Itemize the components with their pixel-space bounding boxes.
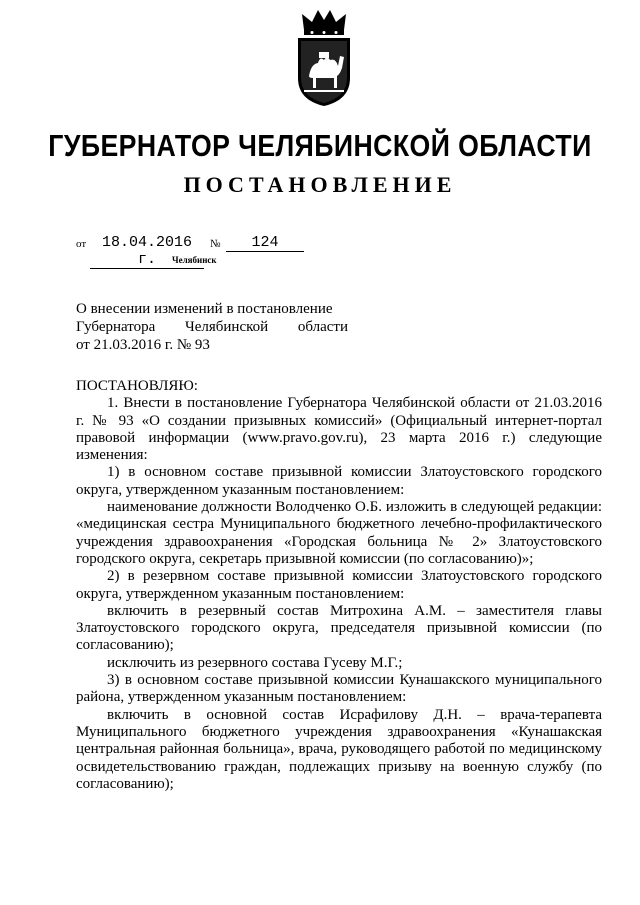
document-date: 18.04.2016 г. xyxy=(90,234,204,269)
city-label: Челябинск xyxy=(172,255,217,265)
paragraph: 2) в резервном составе призывной комиссии Златоустовского городского округа, утвержденном указанным постановлением: xyxy=(76,568,602,602)
subject-line: О внесении изменений в постановление xyxy=(76,301,333,317)
page-title: ГУБЕРНАТОР ЧЕЛЯБИНСКОЙ ОБЛАСТИ xyxy=(48,128,592,163)
paragraph: включить в резервный состав Митрохина А.М. – заместителя главы Златоустовского городского округа, председателя призывной комиссии (по согласованию); xyxy=(76,602,602,654)
document-subject xyxy=(76,300,348,354)
decree-word: ПОСТАНОВЛЯЮ: xyxy=(76,378,198,394)
date-label: от xyxy=(76,238,87,250)
paragraph: 1) в основном составе призывной комиссии Златоустовского городского округа, утвержденном указанным постановлением: xyxy=(76,464,602,498)
document-number: 124 xyxy=(226,234,304,252)
paragraph: наименование должности Володченко О.Б. изложить в следующей редакции: «медицинская сестра Муниципального бюджетного лечебно-профилактического учреждения здравоохранения «Городская больница № 2» Златоустовского городского округа, секретарь призывной комиссии (по согласованию)»; xyxy=(76,499,602,567)
document-body xyxy=(76,378,602,793)
paragraph: 1. Внести в постановление Губернатора Челябинской области от 21.03.2016 г. № 93 «О создании призывных комиссий» (Официальный интернет-портал правовой информации (www.pravo.gov.ru), 23 марта 2016 г.) следующие изменения: xyxy=(76,395,602,464)
document-type: ПОСТАНОВЛЕНИЕ xyxy=(183,172,457,197)
paragraph: 3) в основном составе призывной комиссии Кунашакского муниципального района, утвержденном указанным постановлением: xyxy=(76,672,602,706)
subject-line: от 21.03.2016 г. № 93 xyxy=(76,337,210,353)
coat-of-arms-icon xyxy=(292,8,356,108)
subject-line: Губернатора Челябинской области xyxy=(76,319,348,335)
paragraph: исключить из резервного состава Гусеву М.Г.; xyxy=(107,654,403,671)
paragraph: включить в основной состав Исрафилову Д.Н. – врача-терапевта Муниципального бюджетного учреждения здравоохранения «Кунашакская центральная районная больница», врача, руководящего работой по медицинскому освидетельствованию граждан, подлежащих призыву на военную службу (по согласованию); xyxy=(76,706,602,792)
number-label: № xyxy=(210,238,221,250)
